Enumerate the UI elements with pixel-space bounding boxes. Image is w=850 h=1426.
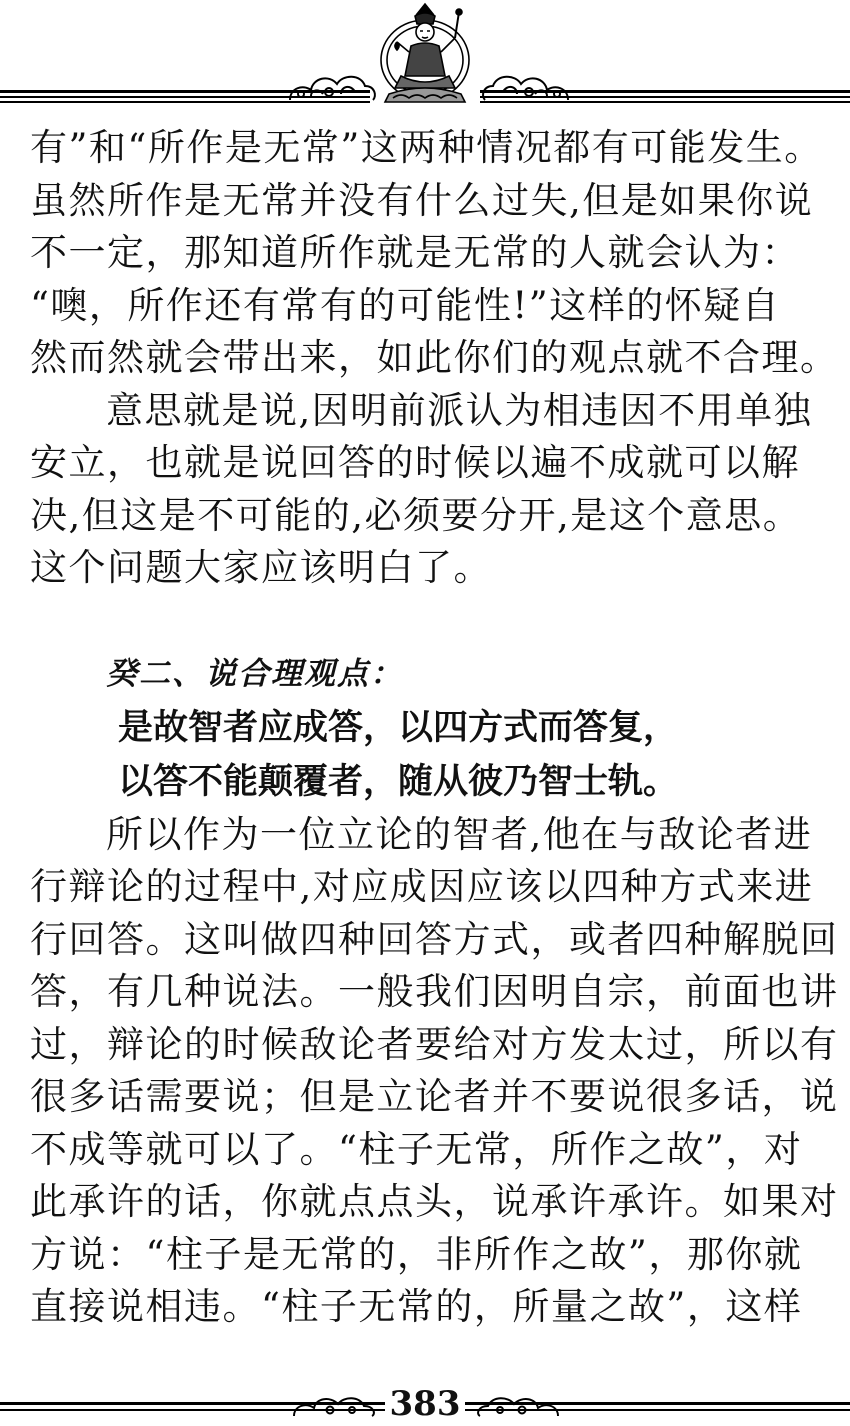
section-heading: 癸二、说合理观点： [106,655,403,692]
text-line: 虽然所作是无常并没有什么过失,但是如果你说 [30,178,814,222]
text-line: 意思就是说,因明前派认为相违因不用单独 [106,388,813,432]
text-line: 有”和“所作是无常”这两种情况都有可能发生。 [30,126,823,169]
padmasambhava-figure-icon [375,2,475,108]
text-line: 答，有几种说法。一般我们因明自宗，前面也讲 [30,970,839,1013]
text-line: 不成等就可以了。“柱子无常，所作之故”，对 [30,1127,803,1171]
text-line: 方说：“柱子是无常的，非所作之故”，那你就 [30,1232,803,1276]
page-number: 383 [389,1384,461,1424]
verse-line: 以答不能颠覆者，随从彼乃智士轨。 [118,761,679,802]
text-line: 行辩论的过程中,对应成因应该以四种方式来进 [30,865,814,908]
paragraph-1 [30,122,839,385]
text-line: 行回答。这叫做四种回答方式，或者四种解脱回 [30,917,839,961]
text-line: 所以作为一位立论的智者,他在与敌论者进 [106,812,813,856]
cloud-ornament-left-icon [290,1390,380,1420]
text-line: 决,但这是不可能的,必须要分开,是这个意思。 [30,493,802,537]
cloud-ornament-right-icon [472,1390,562,1420]
text-line: 过，辩论的时候敌论者要给对方发太过，所以有 [30,1022,839,1066]
text-line: “噢，所作还有常有的可能性!”这样的怀疑自 [30,283,781,327]
text-line: 这个问题大家应该明白了。 [30,546,492,589]
text-line: 然而然就会带出来，如此你们的观点就不合理。 [30,336,839,379]
cloud-ornament-right-icon [478,66,573,104]
paragraph-3 [30,809,839,1334]
paragraph-2 [30,385,830,595]
cloud-ornament-left-icon [285,66,380,104]
page-body [30,122,839,1334]
text-line: 直接说相违。“柱子无常的，所量之故”，这样 [30,1285,803,1328]
text-line: 安立，也就是说回答的时候以遍不成就可以解 [30,441,800,484]
verse-line: 是故智者应成答，以四方式而答复， [118,707,679,748]
verse [30,701,830,809]
text-line: 此承许的话，你就点点头，说承许承许。如果对 [30,1180,839,1223]
text-line: 不一定，那知道所作就是无常的人就会认为： [30,231,800,274]
text-line: 很多话需要说；但是立论者并不要说很多话，说 [30,1075,839,1118]
